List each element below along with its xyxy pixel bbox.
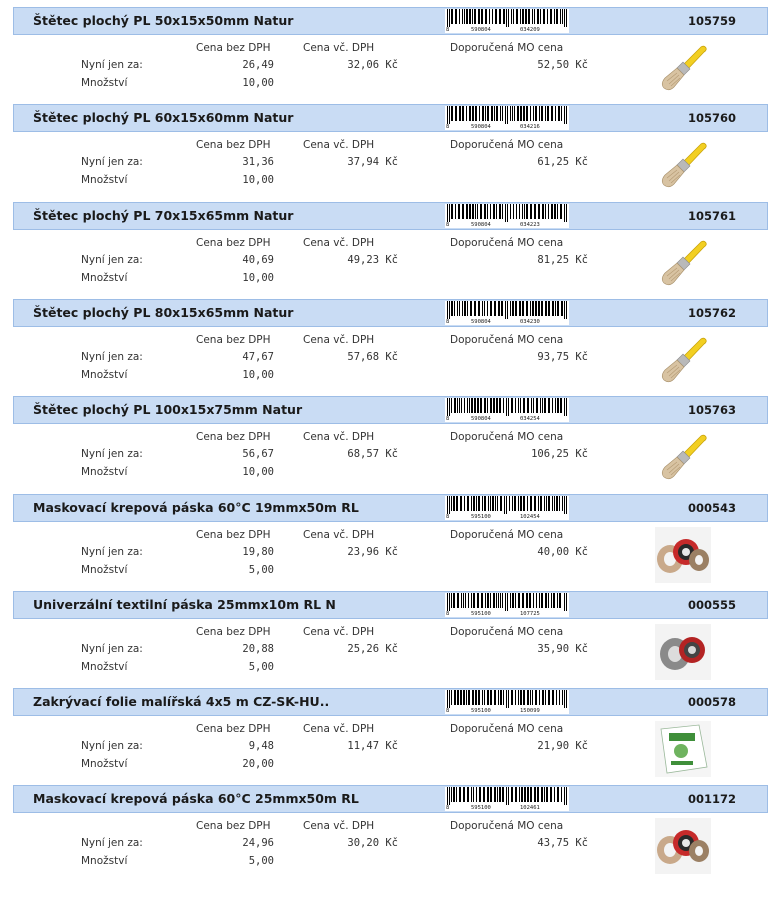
price-with-vat-amount: 25,26 <box>347 643 380 655</box>
barcode-icon <box>445 787 569 811</box>
barcode-digits-right: 034254 <box>520 416 540 422</box>
price-with-vat-value <box>347 59 398 71</box>
barcode-digits-left: 590804 <box>471 222 491 228</box>
barcode-digit-prefix: 8 <box>446 27 450 33</box>
recommended-price-header: Doporučená MO cena <box>450 626 564 638</box>
product-image[interactable] <box>655 624 711 680</box>
price-without-vat-header: Cena bez DPH <box>196 723 271 735</box>
barcode-digits-left: 590804 <box>471 124 491 130</box>
quantity-value: 10,00 <box>242 466 274 478</box>
recommended-price-value <box>537 837 588 849</box>
barcode-digits-right: 034209 <box>520 27 540 33</box>
now-only-label: Nyní jen za: <box>81 351 143 363</box>
quantity-label: Množství <box>81 855 128 867</box>
quantity-label: Množství <box>81 369 128 381</box>
currency-label: Kč <box>575 351 588 363</box>
product-header <box>13 688 768 716</box>
product-code: 105760 <box>687 111 736 125</box>
product-name: Zakrývací folie malířská 4x5 m CZ-SK-HU.. <box>33 694 330 709</box>
price-without-vat-header: Cena bez DPH <box>196 529 271 541</box>
product-item <box>0 389 781 486</box>
product-image[interactable] <box>655 818 711 874</box>
quantity-label: Množství <box>81 77 128 89</box>
barcode-digits-left: 595100 <box>471 708 491 714</box>
paintbrush-icon <box>655 235 711 291</box>
product-header <box>13 202 768 230</box>
price-with-vat-header: Cena vč. DPH <box>303 139 375 151</box>
product-name: Štětec plochý PL 100x15x75mm Natur <box>33 402 303 417</box>
now-only-label: Nyní jen za: <box>81 448 143 460</box>
recommended-price-amount: 43,75 <box>537 837 570 849</box>
product-code: 105761 <box>687 209 736 223</box>
product-name: Štětec plochý PL 60x15x60mm Natur <box>33 110 294 125</box>
currency-label: Kč <box>385 59 398 71</box>
recommended-price-header: Doporučená MO cena <box>450 820 564 832</box>
product-item <box>0 584 781 681</box>
price-without-vat-header: Cena bez DPH <box>196 334 271 346</box>
masking-tape-icon <box>655 527 711 583</box>
barcode-digits-left: 595100 <box>471 611 491 617</box>
currency-label: Kč <box>575 546 588 558</box>
price-without-vat-header: Cena bez DPH <box>196 42 271 54</box>
currency-label: Kč <box>385 254 398 266</box>
price-with-vat-value <box>347 546 398 558</box>
barcode-digit-prefix: 8 <box>446 708 450 714</box>
barcode-digit-prefix: 8 <box>446 222 450 228</box>
product-item <box>0 487 781 584</box>
price-without-vat-value: 26,49 <box>242 59 274 71</box>
recommended-price-value <box>537 351 588 363</box>
barcode-digit-prefix: 8 <box>446 805 450 811</box>
product-image[interactable] <box>655 137 711 193</box>
barcode-digits-left: 595100 <box>471 514 491 520</box>
price-without-vat-value: 31,36 <box>242 156 274 168</box>
product-code: 000543 <box>687 501 736 515</box>
product-header <box>13 591 768 619</box>
recommended-price-header: Doporučená MO cena <box>450 334 564 346</box>
price-with-vat-header: Cena vč. DPH <box>303 723 375 735</box>
price-without-vat-header: Cena bez DPH <box>196 626 271 638</box>
paintbrush-icon <box>655 332 711 388</box>
product-code: 105759 <box>687 14 736 28</box>
product-item <box>0 0 781 97</box>
barcode-digits-right: 102461 <box>520 805 540 811</box>
price-with-vat-value <box>347 448 398 460</box>
product-image[interactable] <box>655 332 711 388</box>
product-code: 001172 <box>687 792 736 806</box>
barcode-digits-right: 102454 <box>520 514 540 520</box>
barcode-icon <box>445 593 569 617</box>
price-without-vat-value: 19,80 <box>242 546 274 558</box>
barcode-icon <box>445 204 569 228</box>
product-code: 105763 <box>687 403 736 417</box>
duct-tape-icon <box>655 624 711 680</box>
barcode-digit-prefix: 8 <box>446 514 450 520</box>
product-image[interactable] <box>655 235 711 291</box>
quantity-value: 10,00 <box>242 77 274 89</box>
currency-label: Kč <box>385 351 398 363</box>
product-header <box>13 104 768 132</box>
currency-label: Kč <box>575 740 588 752</box>
quantity-value: 5,00 <box>248 661 274 673</box>
quantity-value: 5,00 <box>248 564 274 576</box>
price-without-vat-header: Cena bez DPH <box>196 139 271 151</box>
price-with-vat-amount: 32,06 <box>347 59 380 71</box>
quantity-value: 10,00 <box>242 272 274 284</box>
recommended-price-amount: 106,25 <box>531 448 570 460</box>
price-with-vat-value <box>347 254 398 266</box>
recommended-price-header: Doporučená MO cena <box>450 431 564 443</box>
quantity-label: Množství <box>81 174 128 186</box>
recommended-price-amount: 61,25 <box>537 156 570 168</box>
product-header <box>13 494 768 522</box>
currency-label: Kč <box>385 546 398 558</box>
price-with-vat-amount: 23,96 <box>347 546 380 558</box>
now-only-label: Nyní jen za: <box>81 59 143 71</box>
price-with-vat-header: Cena vč. DPH <box>303 334 375 346</box>
now-only-label: Nyní jen za: <box>81 546 143 558</box>
currency-label: Kč <box>575 59 588 71</box>
price-with-vat-value <box>347 740 398 752</box>
price-with-vat-header: Cena vč. DPH <box>303 42 375 54</box>
currency-label: Kč <box>385 740 398 752</box>
barcode-digits-left: 590804 <box>471 27 491 33</box>
product-image[interactable] <box>655 721 711 777</box>
now-only-label: Nyní jen za: <box>81 156 143 168</box>
price-without-vat-value: 56,67 <box>242 448 274 460</box>
barcode-icon <box>445 301 569 325</box>
price-with-vat-amount: 68,57 <box>347 448 380 460</box>
price-with-vat-amount: 37,94 <box>347 156 380 168</box>
recommended-price-value <box>537 546 588 558</box>
barcode-icon <box>445 106 569 130</box>
barcode-digit-prefix: 8 <box>446 416 450 422</box>
paintbrush-icon <box>655 429 711 485</box>
product-name: Maskovací krepová páska 60°C 19mmx50m RL <box>33 500 359 515</box>
price-with-vat-amount: 57,68 <box>347 351 380 363</box>
paintbrush-icon <box>655 40 711 96</box>
product-code: 000555 <box>687 598 736 612</box>
recommended-price-value <box>537 740 588 752</box>
currency-label: Kč <box>385 156 398 168</box>
quantity-label: Množství <box>81 272 128 284</box>
barcode-digit-prefix: 8 <box>446 319 450 325</box>
barcode-icon <box>445 496 569 520</box>
quantity-label: Množství <box>81 564 128 576</box>
price-without-vat-header: Cena bez DPH <box>196 820 271 832</box>
cover-foil-icon <box>655 721 711 777</box>
currency-label: Kč <box>385 643 398 655</box>
barcode-digits-left: 590804 <box>471 416 491 422</box>
barcode-digit-prefix: 8 <box>446 124 450 130</box>
quantity-value: 20,00 <box>242 758 274 770</box>
price-with-vat-header: Cena vč. DPH <box>303 626 375 638</box>
barcode-digit-prefix: 8 <box>446 611 450 617</box>
product-name: Maskovací krepová páska 60°C 25mmx50m RL <box>33 791 359 806</box>
price-without-vat-value: 24,96 <box>242 837 274 849</box>
recommended-price-header: Doporučená MO cena <box>450 529 564 541</box>
product-header <box>13 299 768 327</box>
recommended-price-amount: 40,00 <box>537 546 570 558</box>
barcode-digits-right: 107725 <box>520 611 540 617</box>
product-item <box>0 681 781 778</box>
price-with-vat-value <box>347 643 398 655</box>
recommended-price-value <box>531 448 588 460</box>
recommended-price-amount: 52,50 <box>537 59 570 71</box>
product-image[interactable] <box>655 40 711 96</box>
product-name: Štětec plochý PL 50x15x50mm Natur <box>33 13 294 28</box>
barcode-icon <box>445 9 569 33</box>
now-only-label: Nyní jen za: <box>81 837 143 849</box>
recommended-price-value <box>537 254 588 266</box>
price-with-vat-header: Cena vč. DPH <box>303 529 375 541</box>
recommended-price-amount: 35,90 <box>537 643 570 655</box>
product-code: 105762 <box>687 306 736 320</box>
barcode-icon <box>445 398 569 422</box>
price-without-vat-value: 47,67 <box>242 351 274 363</box>
recommended-price-header: Doporučená MO cena <box>450 139 564 151</box>
product-image[interactable] <box>655 429 711 485</box>
product-item <box>0 97 781 194</box>
product-name: Štětec plochý PL 80x15x65mm Natur <box>33 305 294 320</box>
product-header <box>13 785 768 813</box>
product-header <box>13 396 768 424</box>
price-without-vat-value: 40,69 <box>242 254 274 266</box>
paintbrush-icon <box>655 137 711 193</box>
recommended-price-value <box>537 156 588 168</box>
price-without-vat-header: Cena bez DPH <box>196 237 271 249</box>
currency-label: Kč <box>575 156 588 168</box>
currency-label: Kč <box>385 448 398 460</box>
price-without-vat-value: 9,48 <box>248 740 274 752</box>
currency-label: Kč <box>385 837 398 849</box>
product-code: 000578 <box>687 695 736 709</box>
barcode-digits-left: 595100 <box>471 805 491 811</box>
recommended-price-header: Doporučená MO cena <box>450 42 564 54</box>
recommended-price-header: Doporučená MO cena <box>450 237 564 249</box>
barcode-icon <box>445 690 569 714</box>
recommended-price-amount: 21,90 <box>537 740 570 752</box>
price-with-vat-amount: 30,20 <box>347 837 380 849</box>
now-only-label: Nyní jen za: <box>81 740 143 752</box>
product-name: Štětec plochý PL 70x15x65mm Natur <box>33 208 294 223</box>
price-with-vat-amount: 11,47 <box>347 740 380 752</box>
currency-label: Kč <box>575 254 588 266</box>
price-with-vat-header: Cena vč. DPH <box>303 237 375 249</box>
quantity-value: 10,00 <box>242 174 274 186</box>
price-with-vat-value <box>347 351 398 363</box>
currency-label: Kč <box>575 837 588 849</box>
recommended-price-amount: 81,25 <box>537 254 570 266</box>
quantity-value: 5,00 <box>248 855 274 867</box>
recommended-price-amount: 93,75 <box>537 351 570 363</box>
price-with-vat-value <box>347 837 398 849</box>
recommended-price-value <box>537 59 588 71</box>
currency-label: Kč <box>575 448 588 460</box>
product-item <box>0 292 781 389</box>
recommended-price-value <box>537 643 588 655</box>
price-with-vat-header: Cena vč. DPH <box>303 820 375 832</box>
product-item <box>0 195 781 292</box>
product-item <box>0 778 781 875</box>
now-only-label: Nyní jen za: <box>81 643 143 655</box>
product-header <box>13 7 768 35</box>
quantity-label: Množství <box>81 466 128 478</box>
product-image[interactable] <box>655 527 711 583</box>
now-only-label: Nyní jen za: <box>81 254 143 266</box>
barcode-digits-left: 590804 <box>471 319 491 325</box>
currency-label: Kč <box>575 643 588 655</box>
price-without-vat-header: Cena bez DPH <box>196 431 271 443</box>
barcode-digits-right: 034230 <box>520 319 540 325</box>
masking-tape-icon <box>655 818 711 874</box>
price-with-vat-amount: 49,23 <box>347 254 380 266</box>
quantity-value: 10,00 <box>242 369 274 381</box>
barcode-digits-right: 034223 <box>520 222 540 228</box>
barcode-digits-right: 150099 <box>520 708 540 714</box>
quantity-label: Množství <box>81 758 128 770</box>
recommended-price-header: Doporučená MO cena <box>450 723 564 735</box>
quantity-label: Množství <box>81 661 128 673</box>
product-name: Univerzální textilní páska 25mmx10m RL N <box>33 597 336 612</box>
price-with-vat-value <box>347 156 398 168</box>
barcode-digits-right: 034216 <box>520 124 540 130</box>
price-without-vat-value: 20,88 <box>242 643 274 655</box>
price-with-vat-header: Cena vč. DPH <box>303 431 375 443</box>
